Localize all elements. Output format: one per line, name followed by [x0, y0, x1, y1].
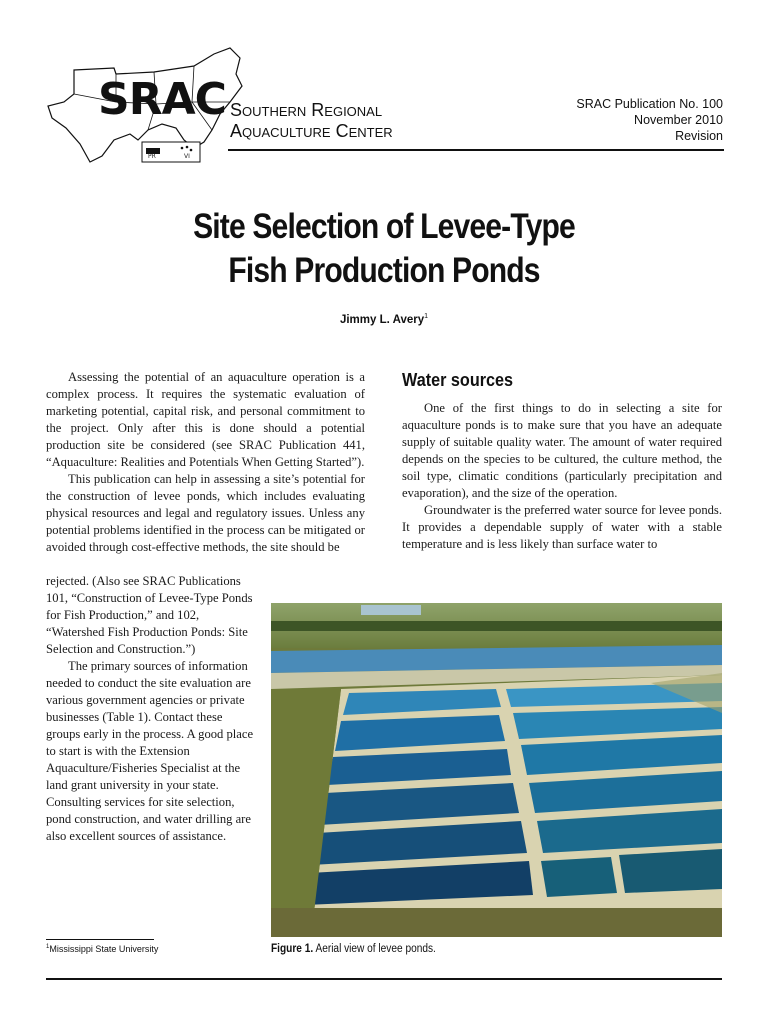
footnote-text: Mississippi State University	[49, 944, 159, 954]
publication-info	[576, 96, 723, 144]
pr-label: PR	[148, 153, 156, 160]
footnote	[46, 944, 158, 954]
center-name	[230, 100, 393, 142]
author	[0, 313, 768, 326]
figure-caption-text: Aerial view of levee ponds.	[315, 943, 436, 955]
footnote-mark: 1	[46, 944, 50, 950]
vi-label: VI	[184, 153, 190, 160]
left-column-top	[46, 369, 365, 556]
footer-rule	[46, 978, 722, 980]
pond-illustration	[271, 603, 722, 937]
page-title-line1: Site Selection of Levee-Type	[193, 207, 575, 246]
left-column-bottom	[46, 573, 259, 845]
center-name-line1: Southern Regional	[230, 100, 383, 120]
water-supply-paragraph: One of the first things to do in selecting a site for aquaculture ponds is to make sure that you have an adequate supply of suitable quality water. The amount of water required depends on the species to be cultured, the culture method, the soil type, climatic conditions (particularly precipitation and evaporation), and the size of the operation.	[402, 401, 722, 500]
center-name-line2: Aquaculture Center	[230, 121, 393, 141]
footnote-rule	[46, 939, 154, 940]
groundwater-paragraph: Groundwater is the preferred water source for levee ponds. It provides a dependable supply of water with a stable temperature and is less likely than surface water to	[402, 503, 722, 551]
figure-caption	[271, 943, 436, 955]
page-title	[54, 205, 714, 293]
author-footnote-mark: 1	[424, 313, 429, 320]
figure-label: Figure 1.	[271, 943, 314, 955]
header-rule	[228, 149, 724, 151]
author-name: Jimmy L. Avery	[339, 313, 425, 326]
aerial-pond-photo	[271, 603, 722, 937]
srac-wordmark: SRAC	[98, 74, 226, 125]
srac-logo	[44, 44, 244, 172]
publication-status: Revision	[675, 129, 723, 143]
intro-paragraph: Assessing the potential of an aquaculture operation is a complex process. It requires the systematic evaluation of marketing potential, capital risk, and personal commitment to the project. Only after this is done should a potential production site be considered (see SRAC Publication 441, “Aquaculture: Realities and Potentials When Getting Started”).	[46, 370, 365, 469]
page-title-line2: Fish Production Ponds	[228, 251, 540, 290]
section-heading-water-sources: Water sources	[402, 370, 514, 390]
information-sources-paragraph: The primary sources of information needed to conduct the site evaluation are various government agencies or private businesses (Table 1). Contact these groups early in the process. A good place to start is with the Extension Aquaculture/Fisheries Specialist at the land grant university in your state. Consulting services for site selection, pond construction, and water drilling are also excellent sources of assistance.	[46, 659, 254, 843]
assessment-paragraph-end: rejected. (Also see SRAC Publications 101, “Construction of Levee-Type Ponds for Fish Production,” and 102, “Watershed Fish Production Ponds: Site Selection and Construction.”)	[46, 574, 253, 656]
right-column	[402, 400, 722, 553]
assessment-paragraph-start: This publication can help in assessing a site’s potential for the construction of levee ponds, which includes evaluating physical resources and legal and regulatory issues. Unless any potential problems identified in the process can be mitigated or avoided through cost-effective methods, the site should be	[46, 472, 365, 554]
publication-number: SRAC Publication No. 100	[576, 97, 723, 111]
publication-date: November 2010	[634, 113, 723, 127]
